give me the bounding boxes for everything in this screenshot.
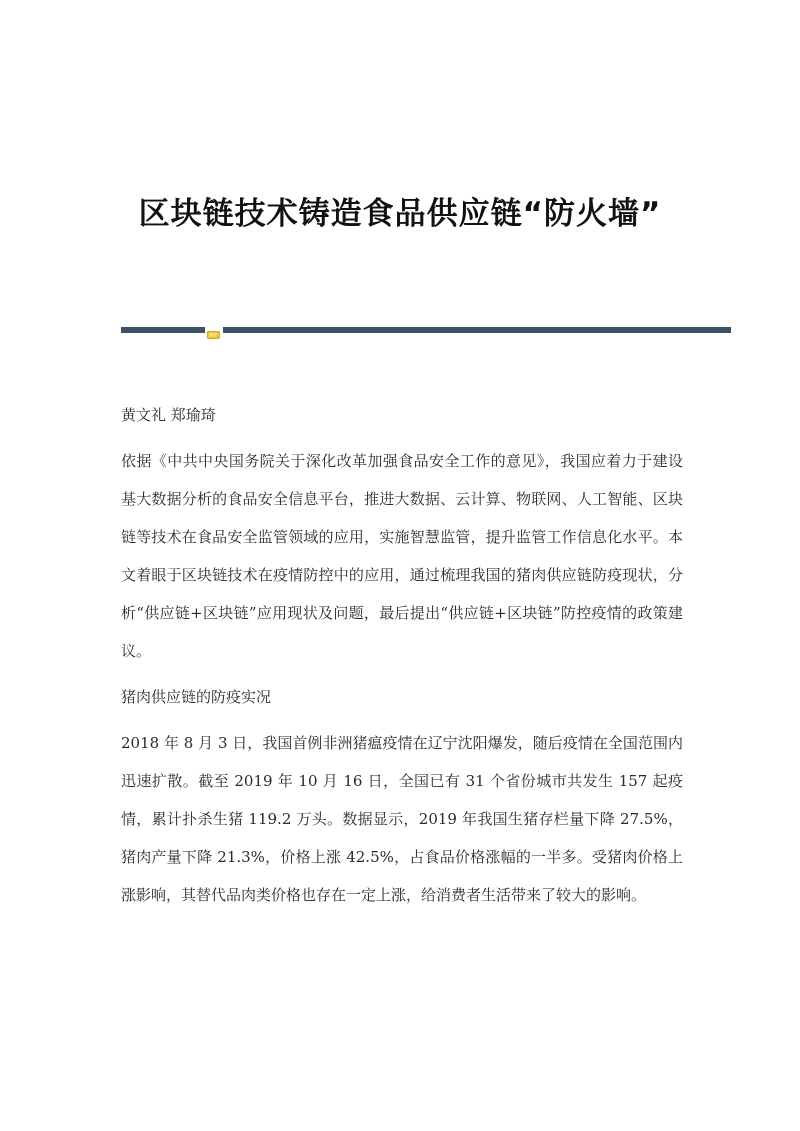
- document-body: [121, 396, 683, 922]
- pencil-icon: [207, 325, 220, 335]
- abstract-paragraph: 依据《中共中央国务院关于深化改革加强食品安全工作的意见》，我国应着力于建设基大数据分析的食品安全信息平台，推进大数据、云计算、物联网、人工智能、区块链等技术在食品安全监管领域的应用，实施智慧监管，提升监管工作信息化水平。本文着眼于区块链技术在疫情防控中的应用，通过梳理我国的猪肉供应链防疫现状，分析“供应链+区块链”应用现状及问题，最后提出“供应链+区块链”防控疫情的政策建议。: [121, 452, 683, 660]
- document-title: 区块链技术铸造食品供应链“防火墙”: [138, 196, 662, 232]
- body-paragraph: 2018 年 8 月 3 日，我国首例非洲猪瘟疫情在辽宁沈阳爆发，随后疫情在全国范围内迅速扩散。截至 2019 年 10 月 16 日，全国已有 31 个省份城市共发生 157 起疫情，累计扑杀生猪 119.2 万头。数据显示，2019 年我国生猪存栏量下降 27.5%，猪肉产量下降 21.3%，价格上涨 42.5%，占食品价格涨幅的一半多。受猪肉价格上涨影响，其替代品肉类价格也存在一定上涨，给消费者生活带来了较大的影响。: [121, 734, 683, 904]
- author-line: 黄文礼 郑瑜琦: [121, 406, 216, 424]
- divider-bar-left: [121, 327, 205, 333]
- divider-bar-right: [223, 327, 731, 333]
- section-heading: 猪肉供应链的防疫实况: [121, 688, 272, 706]
- title-divider: [121, 326, 731, 334]
